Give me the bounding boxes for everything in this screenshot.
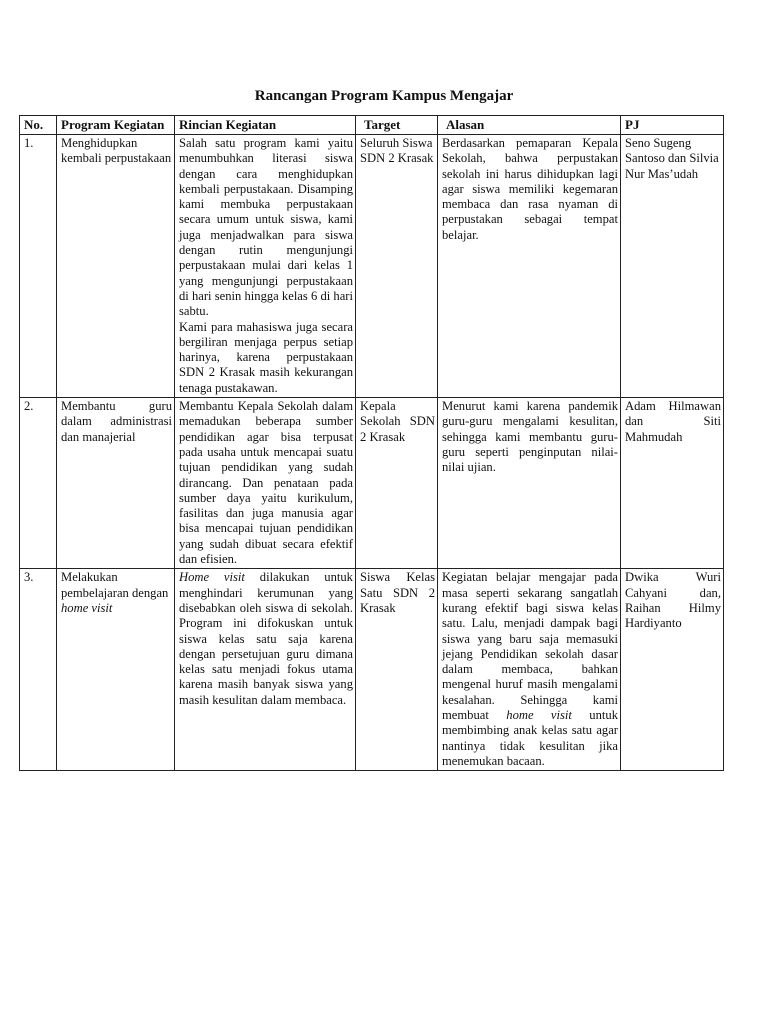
rincian-paragraph: Kami para mahasiswa juga secara bergiliran menjaga perpus setiap harinya, karena perpustakaan SDN 2 Krasak masih kekurangan tenaga pustakawan.	[179, 319, 353, 395]
rincian-cell: Membantu Kepala Sekolah dalam memadukan beberapa sumber pendidikan agar bisa terpusat pada usaha untuk mencapai suatu tujuan pendidikan yang sudah dirancang. Dan penataan pada sumber daya yaitu kurikulum, fasilitas dan juga manusia agar bisa mencapai tujuan pendidikan yang sudah dibuat secara efektif dan efisien.	[175, 398, 356, 569]
pj-cell: Seno Sugeng Santoso dan Silvia Nur Mas’udah	[621, 135, 724, 398]
alasan-text: untuk membimbing anak kelas satu agar nantinya tidak kesulitan jika menemukan bacaan.	[442, 707, 618, 768]
target-cell: Kepala Sekolah SDN 2 Krasak	[356, 398, 438, 569]
rincian-paragraph: Salah satu program kami yaitu menumbuhkan literasi siswa dengan cara menghidupkan kembali perpustakaan. Disamping kami membuka perpustakaan secara umum untuk siswa, kami juga menjadwalkan para siswa dengan rutin mengunjungi perpustakaan mulai dari kelas 1 yang mengunjungi perpustakaan di hari senin hingga kelas 6 di hari sabtu.	[179, 136, 353, 319]
table-row	[20, 398, 724, 569]
pj-cell: Adam Hilmawan dan Siti Mahmudah	[621, 398, 724, 569]
alasan-text: Kegiatan belajar mengajar pada masa seperti sekarang sangatlah kurang efektif bagi siswa kelas satu. Lalu, menjadi dampak bagi siswa yang baru saja memasuki jejang Pendidikan sekolah dasar dalam membaca, bahkan mengenal huruf masih mengalami kesalahan. Sehingga kami membuat	[442, 570, 618, 722]
header-row	[20, 116, 724, 135]
target-cell: Seluruh Siswa SDN 2 Krasak	[356, 135, 438, 398]
rincian-text: dilakukan untuk menghindari kerumunan yang disebabkan oleh siswa di sekolah. Program ini difokuskan untuk siswa kelas satu saja karena dengan persetujuan guru dimana kelas satu menjadi fokus utama karena masih banyak siswa yang masih kesulitan dalam membaca.	[179, 570, 353, 707]
program-table	[19, 115, 724, 771]
rincian-cell	[175, 135, 356, 398]
row-number: 3.	[20, 569, 57, 771]
table-header	[20, 116, 724, 135]
table-row	[20, 135, 724, 398]
alasan-cell	[438, 569, 621, 771]
header-alasan: Alasan	[438, 116, 621, 135]
pj-cell: Dwika Wuri Cahyani dan, Raihan Hilmy Hardiyanto	[621, 569, 724, 771]
document-title: Rancangan Program Kampus Mengajar	[254, 88, 514, 104]
alasan-emphasis: home visit	[506, 707, 572, 722]
alasan-cell: Menurut kami karena pandemik guru-guru mengalami kesulitan, sehingga kami membantu guru-guru seperti penginputan nilai-nilai ujian.	[438, 398, 621, 569]
row-number: 1.	[20, 135, 57, 398]
rincian-cell	[175, 569, 356, 771]
header-rincian: Rincian Kegiatan	[175, 116, 356, 135]
program-text: Melakukan pembelajaran dengan	[61, 570, 169, 600]
program-cell	[57, 569, 175, 771]
target-cell: Siswa Kelas Satu SDN 2 Krasak	[356, 569, 438, 771]
program-cell: Membantu guru dalam administrasi dan manajerial	[57, 398, 175, 569]
row-number: 2.	[20, 398, 57, 569]
program-emphasis: home visit	[61, 600, 113, 615]
header-target: Target	[356, 116, 438, 135]
program-cell: Menghidupkan kembali perpustakaan	[57, 135, 175, 398]
header-no: No.	[20, 116, 57, 135]
header-pj: PJ	[621, 116, 724, 135]
alasan-cell: Berdasarkan pemaparan Kepala Sekolah, bahwa perpustakan sekolah ini harus dihidupkan lagi agar siswa memiliki kegemaran membaca dan rasa nyaman di perpustakan sebagai tempat belajar.	[438, 135, 621, 398]
header-program: Program Kegiatan	[57, 116, 175, 135]
rincian-emphasis: Home visit	[179, 570, 245, 585]
table-row	[20, 569, 724, 771]
